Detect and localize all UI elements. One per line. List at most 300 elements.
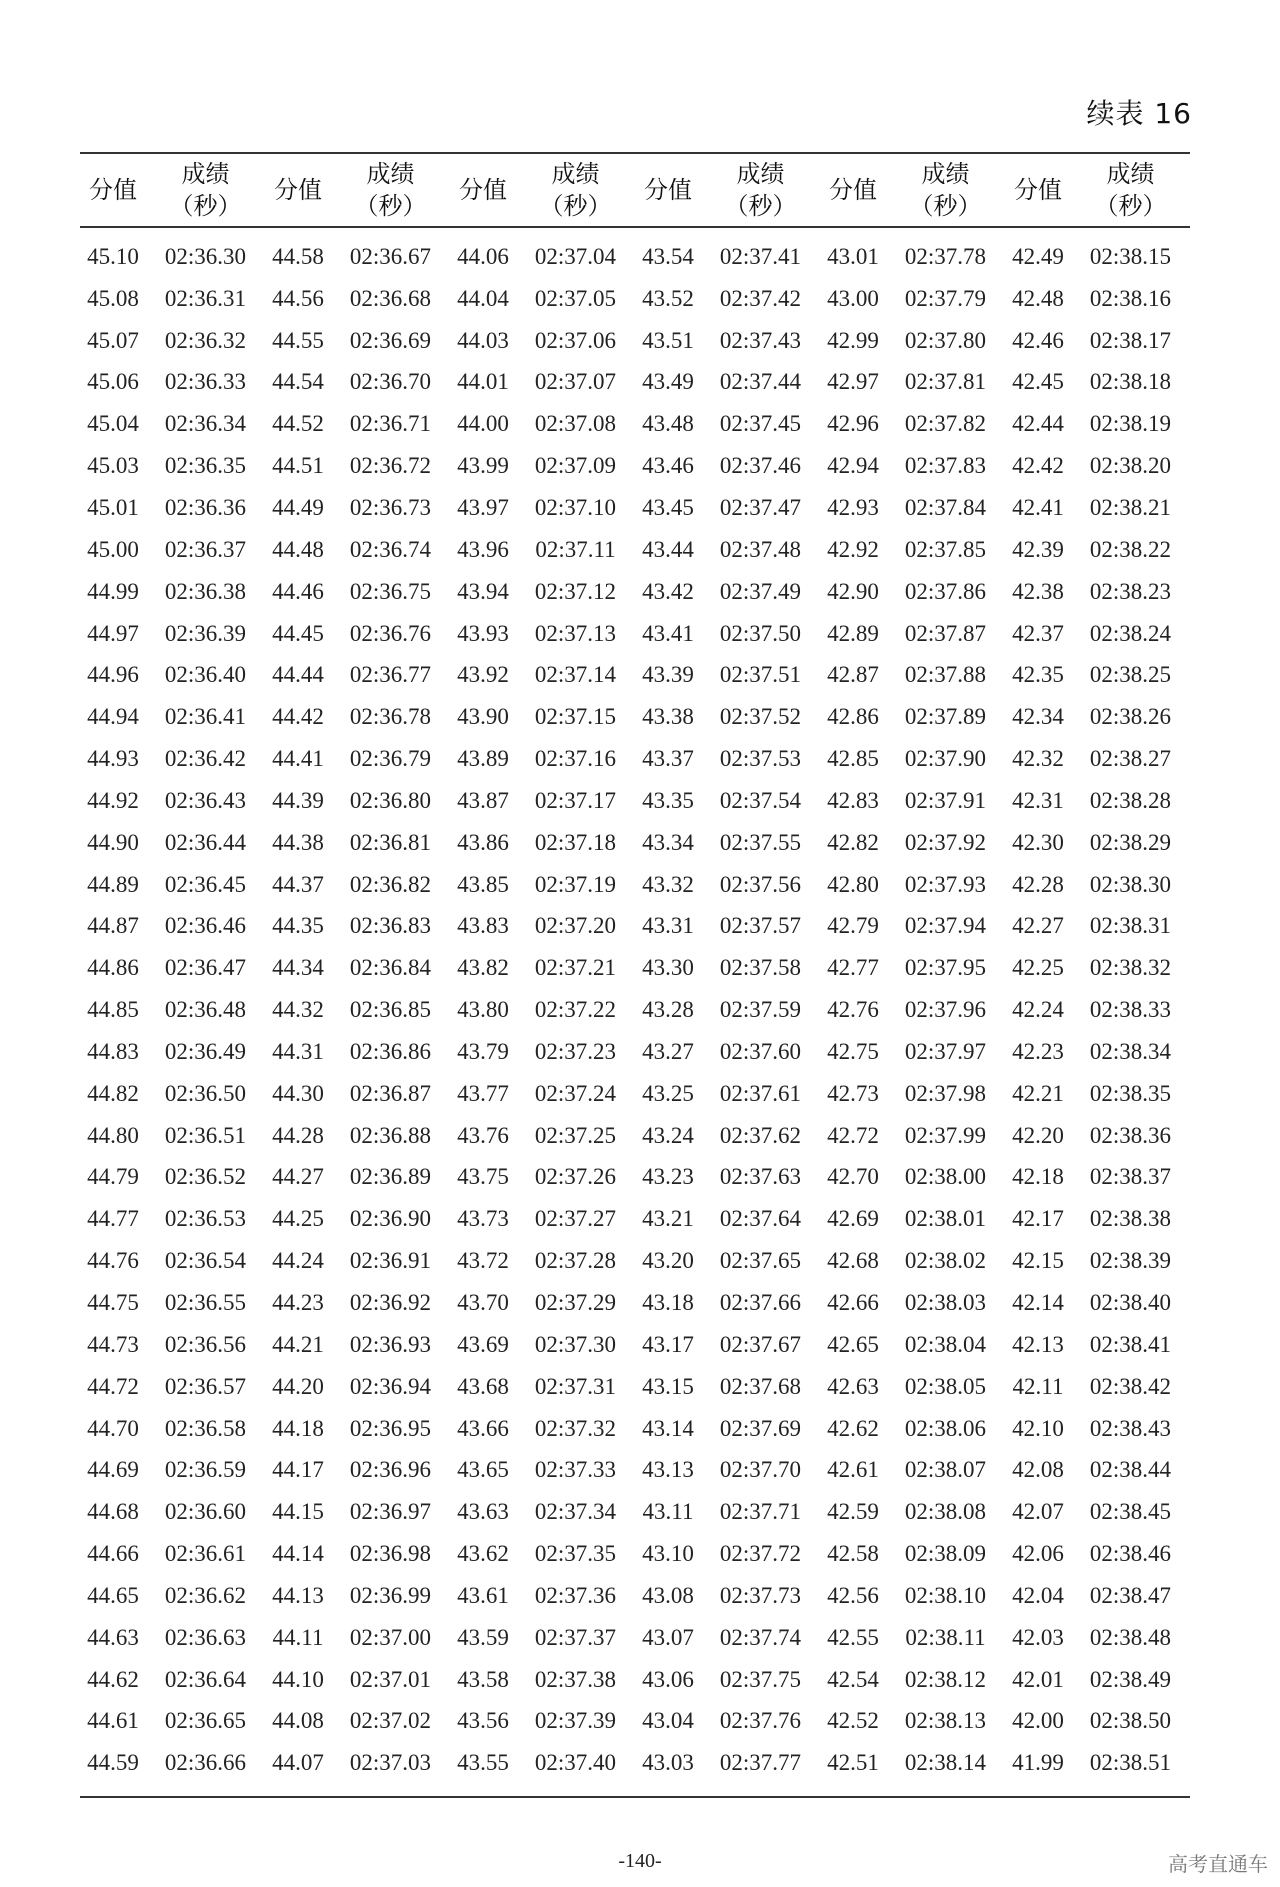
time-cell: 02:36.30 <box>164 243 247 269</box>
time-cell: 02:38.24 <box>1089 620 1172 646</box>
table-row <box>80 278 1190 320</box>
score-cell: 44.14 <box>272 1541 324 1567</box>
time-cell: 02:37.86 <box>904 578 987 604</box>
time-cell: 02:36.58 <box>164 1415 247 1441</box>
score-table <box>80 152 1190 1798</box>
time-cell: 02:37.76 <box>719 1708 802 1734</box>
score-cell: 43.90 <box>457 704 509 730</box>
score-cell: 45.00 <box>87 536 139 562</box>
time-cell: 02:37.85 <box>904 536 987 562</box>
time-cell: 02:38.07 <box>904 1457 987 1483</box>
time-cell: 02:38.03 <box>904 1290 987 1316</box>
score-cell: 42.83 <box>827 787 879 813</box>
time-cell: 02:37.34 <box>534 1499 617 1525</box>
time-cell: 02:36.54 <box>164 1248 247 1274</box>
score-cell: 43.37 <box>642 746 694 772</box>
score-cell: 42.68 <box>827 1248 879 1274</box>
score-cell: 41.99 <box>1012 1750 1064 1776</box>
score-cell: 42.31 <box>1012 787 1064 813</box>
score-cell: 44.23 <box>272 1290 324 1316</box>
score-cell: 44.46 <box>272 578 324 604</box>
score-cell: 42.66 <box>827 1290 879 1316</box>
score-cell: 44.86 <box>87 955 139 981</box>
time-cell: 02:36.68 <box>349 285 432 311</box>
table-row <box>80 822 1190 864</box>
header-time <box>1071 153 1190 227</box>
time-cell: 02:36.59 <box>164 1457 247 1483</box>
header-time-unit: （秒） <box>539 192 612 220</box>
score-cell: 43.65 <box>457 1457 509 1483</box>
score-cell: 43.23 <box>642 1164 694 1190</box>
score-cell: 43.34 <box>642 829 694 855</box>
time-cell: 02:37.16 <box>534 746 617 772</box>
score-cell: 44.55 <box>272 327 324 353</box>
score-cell: 42.27 <box>1012 913 1064 939</box>
score-cell: 44.24 <box>272 1248 324 1274</box>
header-time-unit: （秒） <box>169 192 242 220</box>
time-cell: 02:37.09 <box>534 453 617 479</box>
score-cell: 44.10 <box>272 1666 324 1692</box>
score-cell: 42.80 <box>827 871 879 897</box>
time-cell: 02:36.46 <box>164 913 247 939</box>
time-cell: 02:36.60 <box>164 1499 247 1525</box>
score-cell: 43.28 <box>642 997 694 1023</box>
time-cell: 02:37.57 <box>719 913 802 939</box>
header-time-label: 成绩 <box>736 160 785 188</box>
header-time-label: 成绩 <box>1106 160 1155 188</box>
score-cell: 44.45 <box>272 620 324 646</box>
time-cell: 02:38.08 <box>904 1499 987 1525</box>
score-cell: 43.92 <box>457 662 509 688</box>
score-cell: 43.58 <box>457 1666 509 1692</box>
time-cell: 02:36.88 <box>349 1122 432 1148</box>
table-row <box>80 529 1190 571</box>
table-row <box>80 780 1190 822</box>
time-cell: 02:37.98 <box>904 1080 987 1106</box>
score-cell: 42.61 <box>827 1457 879 1483</box>
time-cell: 02:37.17 <box>534 787 617 813</box>
score-cell: 42.42 <box>1012 453 1064 479</box>
time-cell: 02:38.26 <box>1089 704 1172 730</box>
time-cell: 02:37.18 <box>534 829 617 855</box>
time-cell: 02:37.66 <box>719 1290 802 1316</box>
time-cell: 02:37.04 <box>534 243 617 269</box>
table-row <box>80 487 1190 529</box>
table-row <box>80 320 1190 362</box>
time-cell: 02:37.78 <box>904 243 987 269</box>
time-cell: 02:37.20 <box>534 913 617 939</box>
score-cell: 43.17 <box>642 1331 694 1357</box>
time-cell: 02:37.36 <box>534 1582 617 1608</box>
score-cell: 43.59 <box>457 1624 509 1650</box>
time-cell: 02:36.94 <box>349 1373 432 1399</box>
time-cell: 02:38.06 <box>904 1415 987 1441</box>
table-row <box>80 613 1190 655</box>
time-cell: 02:36.48 <box>164 997 247 1023</box>
time-cell: 02:37.38 <box>534 1666 617 1692</box>
score-cell: 42.85 <box>827 746 879 772</box>
table-row <box>80 738 1190 780</box>
score-cell: 43.27 <box>642 1038 694 1064</box>
score-cell: 44.08 <box>272 1708 324 1734</box>
score-cell: 44.87 <box>87 913 139 939</box>
header-time <box>146 153 265 227</box>
time-cell: 02:38.13 <box>904 1708 987 1734</box>
time-cell: 02:38.46 <box>1089 1541 1172 1567</box>
time-cell: 02:36.61 <box>164 1541 247 1567</box>
score-cell: 44.25 <box>272 1206 324 1232</box>
time-cell: 02:37.13 <box>534 620 617 646</box>
time-cell: 02:38.50 <box>1089 1708 1172 1734</box>
time-cell: 02:36.87 <box>349 1080 432 1106</box>
score-cell: 43.07 <box>642 1624 694 1650</box>
time-cell: 02:37.47 <box>719 494 802 520</box>
score-cell: 42.13 <box>1012 1331 1064 1357</box>
time-cell: 02:36.42 <box>164 746 247 772</box>
score-cell: 43.96 <box>457 536 509 562</box>
header-score: 分值 <box>459 176 507 204</box>
score-cell: 44.68 <box>87 1499 139 1525</box>
score-cell: 42.34 <box>1012 704 1064 730</box>
score-cell: 45.04 <box>87 411 139 437</box>
time-cell: 02:36.45 <box>164 871 247 897</box>
score-cell: 44.06 <box>457 243 509 269</box>
time-cell: 02:37.93 <box>904 871 987 897</box>
time-cell: 02:37.61 <box>719 1080 802 1106</box>
score-cell: 43.82 <box>457 955 509 981</box>
time-cell: 02:36.89 <box>349 1164 432 1190</box>
watermark-text: 高考直通车 <box>1168 1852 1268 1876</box>
score-cell: 43.85 <box>457 871 509 897</box>
time-cell: 02:38.34 <box>1089 1038 1172 1064</box>
time-cell: 02:36.44 <box>164 829 247 855</box>
time-cell: 02:36.97 <box>349 1499 432 1525</box>
score-cell: 44.32 <box>272 997 324 1023</box>
time-cell: 02:37.54 <box>719 787 802 813</box>
score-cell: 44.75 <box>87 1290 139 1316</box>
score-cell: 44.00 <box>457 411 509 437</box>
time-cell: 02:37.44 <box>719 369 802 395</box>
score-cell: 42.52 <box>827 1708 879 1734</box>
time-cell: 02:37.68 <box>719 1373 802 1399</box>
score-cell: 43.83 <box>457 913 509 939</box>
score-cell: 44.93 <box>87 746 139 772</box>
score-cell: 42.21 <box>1012 1080 1064 1106</box>
score-cell: 44.03 <box>457 327 509 353</box>
score-cell: 42.49 <box>1012 243 1064 269</box>
score-cell: 43.99 <box>457 453 509 479</box>
score-cell: 44.35 <box>272 913 324 939</box>
score-cell: 43.76 <box>457 1122 509 1148</box>
score-cell: 44.39 <box>272 787 324 813</box>
time-cell: 02:38.00 <box>904 1164 987 1190</box>
table-row <box>80 571 1190 613</box>
score-cell: 45.08 <box>87 285 139 311</box>
score-cell: 44.63 <box>87 1624 139 1650</box>
header-time-label: 成绩 <box>551 160 600 188</box>
table-header-row <box>80 153 1190 227</box>
time-cell: 02:37.59 <box>719 997 802 1023</box>
time-cell: 02:36.73 <box>349 494 432 520</box>
score-cell: 44.20 <box>272 1373 324 1399</box>
table-row <box>80 403 1190 445</box>
time-cell: 02:38.48 <box>1089 1624 1172 1650</box>
time-cell: 02:37.50 <box>719 620 802 646</box>
header-score: 分值 <box>829 176 877 204</box>
time-cell: 02:36.37 <box>164 536 247 562</box>
score-cell: 44.18 <box>272 1415 324 1441</box>
table-row <box>80 1115 1190 1157</box>
time-cell: 02:38.04 <box>904 1331 987 1357</box>
time-cell: 02:36.41 <box>164 704 247 730</box>
time-cell: 02:38.05 <box>904 1373 987 1399</box>
time-cell: 02:37.27 <box>534 1206 617 1232</box>
time-cell: 02:38.19 <box>1089 411 1172 437</box>
score-cell: 42.51 <box>827 1750 879 1776</box>
score-cell: 42.82 <box>827 829 879 855</box>
score-cell: 42.58 <box>827 1541 879 1567</box>
time-cell: 02:37.88 <box>904 662 987 688</box>
time-cell: 02:36.76 <box>349 620 432 646</box>
time-cell: 02:36.83 <box>349 913 432 939</box>
score-cell: 43.24 <box>642 1122 694 1148</box>
score-cell: 44.77 <box>87 1206 139 1232</box>
score-cell: 43.79 <box>457 1038 509 1064</box>
time-cell: 02:37.35 <box>534 1541 617 1567</box>
time-cell: 02:38.42 <box>1089 1373 1172 1399</box>
score-cell: 44.82 <box>87 1080 139 1106</box>
score-cell: 44.04 <box>457 285 509 311</box>
score-cell: 43.73 <box>457 1206 509 1232</box>
score-cell: 45.10 <box>87 243 139 269</box>
time-cell: 02:37.71 <box>719 1499 802 1525</box>
table-row <box>80 1491 1190 1533</box>
score-cell: 43.89 <box>457 746 509 772</box>
time-cell: 02:37.62 <box>719 1122 802 1148</box>
score-cell: 44.11 <box>272 1624 324 1650</box>
time-cell: 02:38.39 <box>1089 1248 1172 1274</box>
score-cell: 43.14 <box>642 1415 694 1441</box>
time-cell: 02:38.11 <box>905 1624 986 1650</box>
time-cell: 02:36.49 <box>164 1038 247 1064</box>
time-cell: 02:36.81 <box>349 829 432 855</box>
time-cell: 02:37.84 <box>904 494 987 520</box>
score-cell: 44.37 <box>272 871 324 897</box>
time-cell: 02:37.02 <box>349 1708 432 1734</box>
score-cell: 44.30 <box>272 1080 324 1106</box>
score-cell: 42.97 <box>827 369 879 395</box>
score-cell: 43.52 <box>642 285 694 311</box>
time-cell: 02:36.74 <box>349 536 432 562</box>
time-cell: 02:38.43 <box>1089 1415 1172 1441</box>
score-cell: 42.07 <box>1012 1499 1064 1525</box>
score-cell: 43.68 <box>457 1373 509 1399</box>
score-cell: 44.41 <box>272 746 324 772</box>
score-cell: 43.69 <box>457 1331 509 1357</box>
score-cell: 42.86 <box>827 704 879 730</box>
time-cell: 02:36.34 <box>164 411 247 437</box>
table-row <box>80 1240 1190 1282</box>
time-cell: 02:37.19 <box>534 871 617 897</box>
score-cell: 42.08 <box>1012 1457 1064 1483</box>
score-cell: 42.10 <box>1012 1415 1064 1441</box>
score-cell: 44.07 <box>272 1750 324 1776</box>
score-cell: 42.55 <box>827 1624 879 1650</box>
time-cell: 02:36.84 <box>349 955 432 981</box>
time-cell: 02:36.57 <box>164 1373 247 1399</box>
time-cell: 02:36.64 <box>164 1666 247 1692</box>
score-cell: 43.87 <box>457 787 509 813</box>
score-cell: 44.15 <box>272 1499 324 1525</box>
score-cell: 42.72 <box>827 1122 879 1148</box>
time-cell: 02:36.71 <box>349 411 432 437</box>
score-cell: 42.46 <box>1012 327 1064 353</box>
time-cell: 02:37.15 <box>534 704 617 730</box>
score-cell: 44.48 <box>272 536 324 562</box>
score-cell: 45.03 <box>87 453 139 479</box>
score-cell: 43.44 <box>642 536 694 562</box>
time-cell: 02:36.72 <box>349 453 432 479</box>
page-number: -140- <box>618 1850 662 1872</box>
score-cell: 42.14 <box>1012 1290 1064 1316</box>
time-cell: 02:38.17 <box>1089 327 1172 353</box>
time-cell: 02:37.63 <box>719 1164 802 1190</box>
time-cell: 02:36.47 <box>164 955 247 981</box>
score-cell: 44.89 <box>87 871 139 897</box>
time-cell: 02:36.38 <box>164 578 247 604</box>
score-cell: 42.92 <box>827 536 879 562</box>
score-cell: 44.54 <box>272 369 324 395</box>
score-cell: 44.79 <box>87 1164 139 1190</box>
score-cell: 42.87 <box>827 662 879 688</box>
score-cell: 42.38 <box>1012 578 1064 604</box>
table-row <box>80 864 1190 906</box>
score-cell: 42.00 <box>1012 1708 1064 1734</box>
score-cell: 42.79 <box>827 913 879 939</box>
time-cell: 02:38.40 <box>1089 1290 1172 1316</box>
score-cell: 42.17 <box>1012 1206 1064 1232</box>
table-row <box>80 1157 1190 1199</box>
score-cell: 44.72 <box>87 1373 139 1399</box>
score-cell: 42.30 <box>1012 829 1064 855</box>
score-cell: 43.32 <box>642 871 694 897</box>
time-cell: 02:38.47 <box>1089 1582 1172 1608</box>
score-cell: 44.99 <box>87 578 139 604</box>
score-cell: 43.49 <box>642 369 694 395</box>
time-cell: 02:37.73 <box>719 1582 802 1608</box>
score-cell: 42.01 <box>1012 1666 1064 1692</box>
table-row <box>80 947 1190 989</box>
time-cell: 02:36.79 <box>349 746 432 772</box>
time-cell: 02:38.20 <box>1089 453 1172 479</box>
score-cell: 43.66 <box>457 1415 509 1441</box>
score-cell: 44.58 <box>272 243 324 269</box>
score-cell: 43.75 <box>457 1164 509 1190</box>
score-cell: 43.38 <box>642 704 694 730</box>
time-cell: 02:37.01 <box>349 1666 432 1692</box>
time-cell: 02:36.55 <box>164 1290 247 1316</box>
time-cell: 02:38.37 <box>1089 1164 1172 1190</box>
score-cell: 43.25 <box>642 1080 694 1106</box>
header-score: 分值 <box>1014 176 1062 204</box>
table-row <box>80 1282 1190 1324</box>
time-cell: 02:36.95 <box>349 1415 432 1441</box>
time-cell: 02:37.87 <box>904 620 987 646</box>
score-cell: 44.51 <box>272 453 324 479</box>
time-cell: 02:38.01 <box>904 1206 987 1232</box>
header-time-unit: （秒） <box>909 192 982 220</box>
table-row <box>80 1575 1190 1617</box>
score-cell: 43.04 <box>642 1708 694 1734</box>
score-cell: 44.69 <box>87 1457 139 1483</box>
time-cell: 02:36.32 <box>164 327 247 353</box>
time-cell: 02:37.60 <box>719 1038 802 1064</box>
time-cell: 02:37.33 <box>534 1457 617 1483</box>
time-cell: 02:36.80 <box>349 787 432 813</box>
time-cell: 02:37.82 <box>904 411 987 437</box>
time-cell: 02:37.06 <box>534 327 617 353</box>
score-cell: 42.06 <box>1012 1541 1064 1567</box>
time-cell: 02:36.53 <box>164 1206 247 1232</box>
time-cell: 02:38.33 <box>1089 997 1172 1023</box>
score-cell: 42.48 <box>1012 285 1064 311</box>
score-cell: 42.24 <box>1012 997 1064 1023</box>
time-cell: 02:38.23 <box>1089 578 1172 604</box>
time-cell: 02:37.81 <box>904 369 987 395</box>
score-cell: 42.56 <box>827 1582 879 1608</box>
time-cell: 02:36.56 <box>164 1331 247 1357</box>
time-cell: 02:36.96 <box>349 1457 432 1483</box>
score-cell: 44.92 <box>87 787 139 813</box>
score-cell: 42.76 <box>827 997 879 1023</box>
time-cell: 02:38.45 <box>1089 1499 1172 1525</box>
time-cell: 02:38.21 <box>1089 494 1172 520</box>
score-cell: 42.44 <box>1012 411 1064 437</box>
table-row <box>80 362 1190 404</box>
time-cell: 02:37.77 <box>719 1750 802 1776</box>
table-row <box>80 906 1190 948</box>
score-cell: 44.34 <box>272 955 324 981</box>
score-cell: 43.10 <box>642 1541 694 1567</box>
table-row <box>80 1408 1190 1450</box>
score-cell: 43.51 <box>642 327 694 353</box>
time-cell: 02:37.12 <box>534 578 617 604</box>
time-cell: 02:36.70 <box>349 369 432 395</box>
time-cell: 02:36.66 <box>164 1750 247 1776</box>
time-cell: 02:37.65 <box>719 1248 802 1274</box>
time-cell: 02:37.79 <box>904 285 987 311</box>
score-cell: 44.94 <box>87 704 139 730</box>
time-cell: 02:37.89 <box>904 704 987 730</box>
time-cell: 02:38.14 <box>904 1750 987 1776</box>
time-cell: 02:37.08 <box>534 411 617 437</box>
score-cell: 44.28 <box>272 1122 324 1148</box>
time-cell: 02:38.10 <box>904 1582 987 1608</box>
score-cell: 42.59 <box>827 1499 879 1525</box>
score-cell: 43.55 <box>457 1750 509 1776</box>
time-cell: 02:36.85 <box>349 997 432 1023</box>
time-cell: 02:37.07 <box>534 369 617 395</box>
score-cell: 42.90 <box>827 578 879 604</box>
score-cell: 44.52 <box>272 411 324 437</box>
time-cell: 02:37.39 <box>534 1708 617 1734</box>
header-time-label: 成绩 <box>366 160 415 188</box>
header-score: 分值 <box>89 176 137 204</box>
time-cell: 02:36.82 <box>349 871 432 897</box>
time-cell: 02:37.00 <box>349 1624 432 1650</box>
score-cell: 44.38 <box>272 829 324 855</box>
score-cell: 43.63 <box>457 1499 509 1525</box>
